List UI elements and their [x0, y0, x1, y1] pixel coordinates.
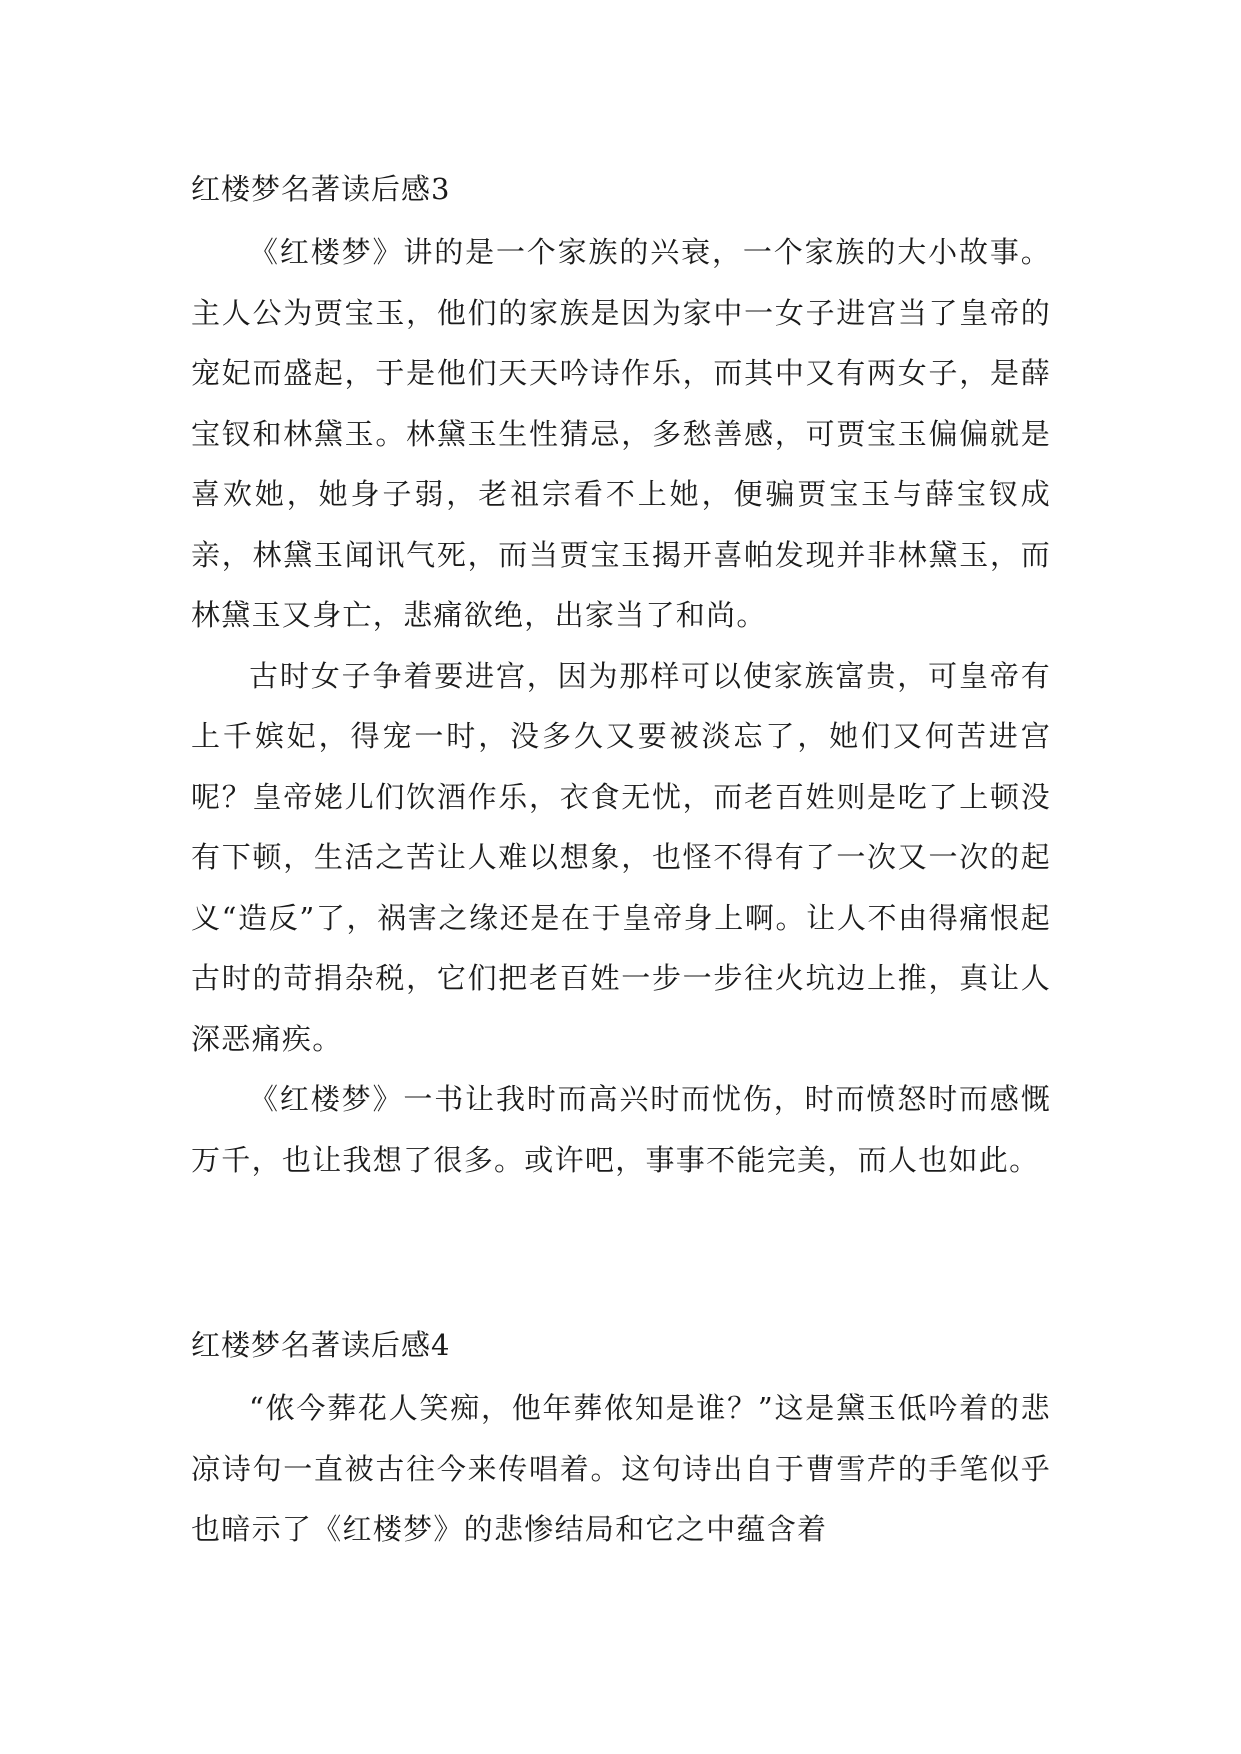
essay-section-3 [191, 166, 1051, 1190]
paragraph: 古时女子争着要进宫，因为那样可以使家族富贵，可皇帝有上千嫔妃，得宠一时，没多久又要被淡忘了，她们又何苦进宫呢？皇帝姥儿们饮酒作乐，衣食无忧，而老百姓则是吃了上顿没有下顿，生活之苦让人难以想象，也怪不得有了一次又一次的起义“造反”了，祸害之缘还是在于皇帝身上啊。让人不由得痛恨起古时的苛捐杂税，它们把老百姓一步一步往火坑边上推，真让人深恶痛疾。 [191, 658, 1051, 1056]
paragraph: “侬今葬花人笑痴，他年葬侬知是谁？”这是黛玉低吟着的悲凉诗句一直被古往今来传唱着。这句诗出自于曹雪芹的手笔似乎也暗示了《红楼梦》的悲惨结局和它之中蕴含着 [191, 1391, 1051, 1546]
section-title: 红楼梦名著读后感3 [191, 172, 451, 206]
section-title: 红楼梦名著读后感4 [191, 1328, 451, 1362]
essay-section-4 [191, 1322, 1051, 1560]
paragraph: 《红楼梦》一书让我时而高兴时而忧伤，时而愤怒时而感慨万千，也让我想了很多。或许吧，事事不能完美，而人也如此。 [191, 1082, 1051, 1177]
paragraph: 《红楼梦》讲的是一个家族的兴衰，一个家族的大小故事。主人公为贾宝玉，他们的家族是因为家中一女子进宫当了皇帝的宠妃而盛起，于是他们天天吟诗作乐，而其中又有两女子，是薛宝钗和林黛玉。林黛玉生性猜忌，多愁善感，可贾宝玉偏偏就是喜欢她，她身子弱，老祖宗看不上她，便骗贾宝玉与薛宝钗成亲，林黛玉闻讯气死，而当贾宝玉揭开喜帕发现并非林黛玉，而林黛玉又身亡，悲痛欲绝，出家当了和尚。 [191, 235, 1051, 632]
